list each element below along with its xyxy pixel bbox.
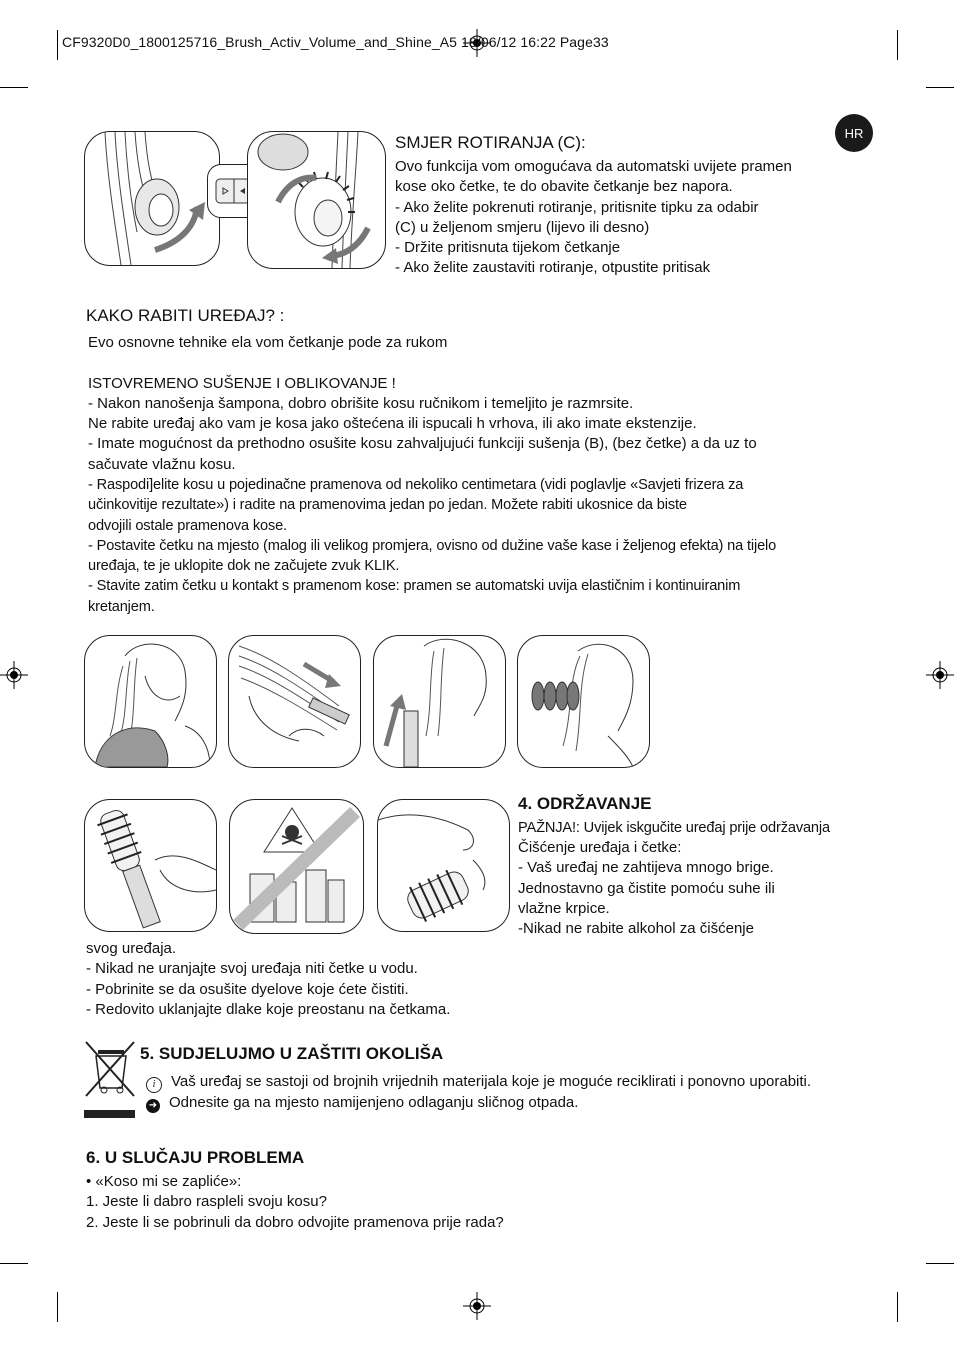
maintenance-line: Čišćenje uređaja i četke: bbox=[518, 839, 682, 856]
rotation-line: - Ako želite pokrenuti rotiranje, pritisnite tipku za odabir bbox=[395, 198, 759, 216]
language-badge: HR bbox=[835, 114, 873, 152]
maintenance-line: svog uređaja. bbox=[86, 940, 177, 957]
maintenance-warning: PAŽNJA!: Uvijek iskgučite uređaj prije održavanja bbox=[518, 820, 830, 836]
usage-text-tight bbox=[88, 475, 776, 617]
usage-line: sačuvate vlažnu kosu. bbox=[88, 455, 236, 473]
towel-dry-illustration bbox=[84, 635, 217, 768]
maintenance-heading: 4. ODRŽAVANJE bbox=[518, 794, 652, 813]
crop-mark bbox=[0, 87, 28, 88]
styling-illustration bbox=[517, 635, 650, 768]
crop-mark bbox=[926, 87, 954, 88]
usage-line: - Nakon nanošenja šampona, dobro obrišite kosu ručnikom i temeljito je razmrsite. bbox=[88, 394, 634, 412]
rotation-heading: SMJER ROTIRANJA (C): bbox=[395, 133, 586, 152]
rotation-right-illustration bbox=[247, 131, 386, 269]
remove-hairs-illustration bbox=[84, 799, 217, 932]
attach-brush-illustration bbox=[373, 635, 506, 768]
rotation-line: - Držite pritisnuta tijekom četkanje bbox=[395, 239, 621, 257]
problems-line: 2. Jeste li se pobrinuli da dobro odvojite pramenova prije rada? bbox=[86, 1213, 504, 1231]
maintenance-line: -Nikad ne rabite alkohol za čišćenje bbox=[518, 920, 754, 938]
maintenance-line: - Pobrinite se da osušite dyelove koje ćete čistiti. bbox=[86, 980, 409, 998]
environment-text bbox=[146, 1072, 811, 1113]
registration-mark-icon bbox=[926, 661, 954, 689]
rotation-line: (C) u željenom smjeru (lijevo ili desno) bbox=[395, 218, 650, 236]
environment-line: Vaš uređaj se sastoji od brojnih vrijednih materijala koje je moguće reciklirati i ponovno uporabiti. bbox=[171, 1073, 812, 1090]
crop-mark bbox=[897, 30, 898, 60]
maintenance-line: - Vaš uređaj ne zahtijeva mnogo brige. bbox=[518, 859, 774, 877]
usage-line: odvojili ostale pramenova kose. bbox=[88, 517, 287, 534]
crop-mark bbox=[57, 1292, 58, 1322]
usage-line: - Imate mogućnost da prethodno osušite kosu zahvaljujući funkciji sušenja (B), (bez četke) a da uz to bbox=[88, 435, 757, 453]
usage-line: - Raspodi]elite kosu u pojedinačne pramenova od nekoliko centimetara (vidi poglavlje «Savjeti frizera za bbox=[88, 477, 744, 493]
usage-line: učinkovitije rezultate») i radite na pramenovima jedan po jedan. Možete rabiti ukosnice da biste bbox=[88, 497, 687, 514]
usage-line: kretanjem. bbox=[88, 598, 155, 615]
usage-subtitle: ISTOVREMENO SUŠENJE I OBLIKOVANJE ! bbox=[88, 374, 396, 392]
usage-intro: Evo osnovne tehnike ela vom četkanje pode za rukom bbox=[88, 334, 448, 351]
problems-text bbox=[86, 1172, 504, 1233]
rotation-line: kose oko četke, te do obavite četkanje bez napora. bbox=[395, 178, 733, 196]
weee-bin-icon bbox=[84, 1040, 136, 1120]
usage-line: - Postavite četku na mjesto (malog ili velikog promjera, ovisno od dužine vaše kase i željenog efekta) na tijelo bbox=[88, 537, 777, 554]
usage-line: - Stavite zatim četku u kontakt s pramenom kose: pramen se automatski uvija elastičnim i kontinuiranim bbox=[88, 578, 741, 595]
environment-line: Odnesite ga na mjesto namijenjeno odlaganju sličnog otpada. bbox=[169, 1094, 579, 1111]
usage-heading: KAKO RABITI UREĐAJ? : bbox=[86, 306, 285, 325]
rotation-left-illustration bbox=[84, 131, 220, 266]
registration-mark-icon bbox=[0, 661, 28, 689]
comb-hair-illustration bbox=[228, 635, 361, 768]
environment-heading: 5. SUDJELUJMO U ZAŠTITI OKOLIŠA bbox=[140, 1044, 444, 1063]
rotation-line: - Ako želite zaustaviti rotiranje, otpustite pritisak bbox=[395, 259, 711, 277]
usage-line: uređaja, te je uklopite dok ne začujete zvuk KLIK. bbox=[88, 558, 400, 575]
wipe-brush-illustration bbox=[377, 799, 510, 932]
maintenance-line: vlažne krpice. bbox=[518, 899, 610, 917]
rotation-line: Ovo funkcija vom omogućava da automatski uvijete pramen bbox=[395, 158, 792, 175]
problems-line: 1. Jeste li dabro raspleli svoju kosu? bbox=[86, 1193, 327, 1211]
usage-line: Ne rabite uređaj ako vam je kosa jako oštećena ili ispucali h vrhova, ili ako imate ekstenzije. bbox=[88, 415, 697, 433]
crop-mark bbox=[897, 1292, 898, 1322]
rotation-text bbox=[395, 157, 792, 279]
arrow-circle-icon: ➜ bbox=[146, 1099, 160, 1113]
maintenance-text bbox=[518, 838, 775, 939]
problems-heading: 6. U SLUČAJU PROBLEMA bbox=[86, 1148, 305, 1167]
crop-mark bbox=[0, 1263, 28, 1264]
info-icon: i bbox=[146, 1077, 162, 1093]
maintenance-continued bbox=[86, 939, 450, 1020]
maintenance-line: - Nikad ne uranjajte svoj uređaja niti četke u vodu. bbox=[86, 960, 418, 978]
problems-line: • «Koso mi se zapliće»: bbox=[86, 1173, 242, 1190]
usage-text bbox=[88, 333, 757, 475]
crop-mark bbox=[57, 30, 58, 60]
crop-mark bbox=[926, 1263, 954, 1264]
no-solvents-illustration bbox=[229, 799, 364, 934]
print-header: CF9320D0_1800125716_Brush_Activ_Volume_and_Shine_A5 18/06/12 16:22 Page33 bbox=[62, 34, 609, 50]
maintenance-line: - Redovito uklanjajte dlake koje preostanu na četkama. bbox=[86, 1000, 451, 1018]
registration-mark-icon bbox=[463, 1292, 491, 1320]
maintenance-line: Jednostavno ga čistite pomoću suhe ili bbox=[518, 879, 775, 897]
